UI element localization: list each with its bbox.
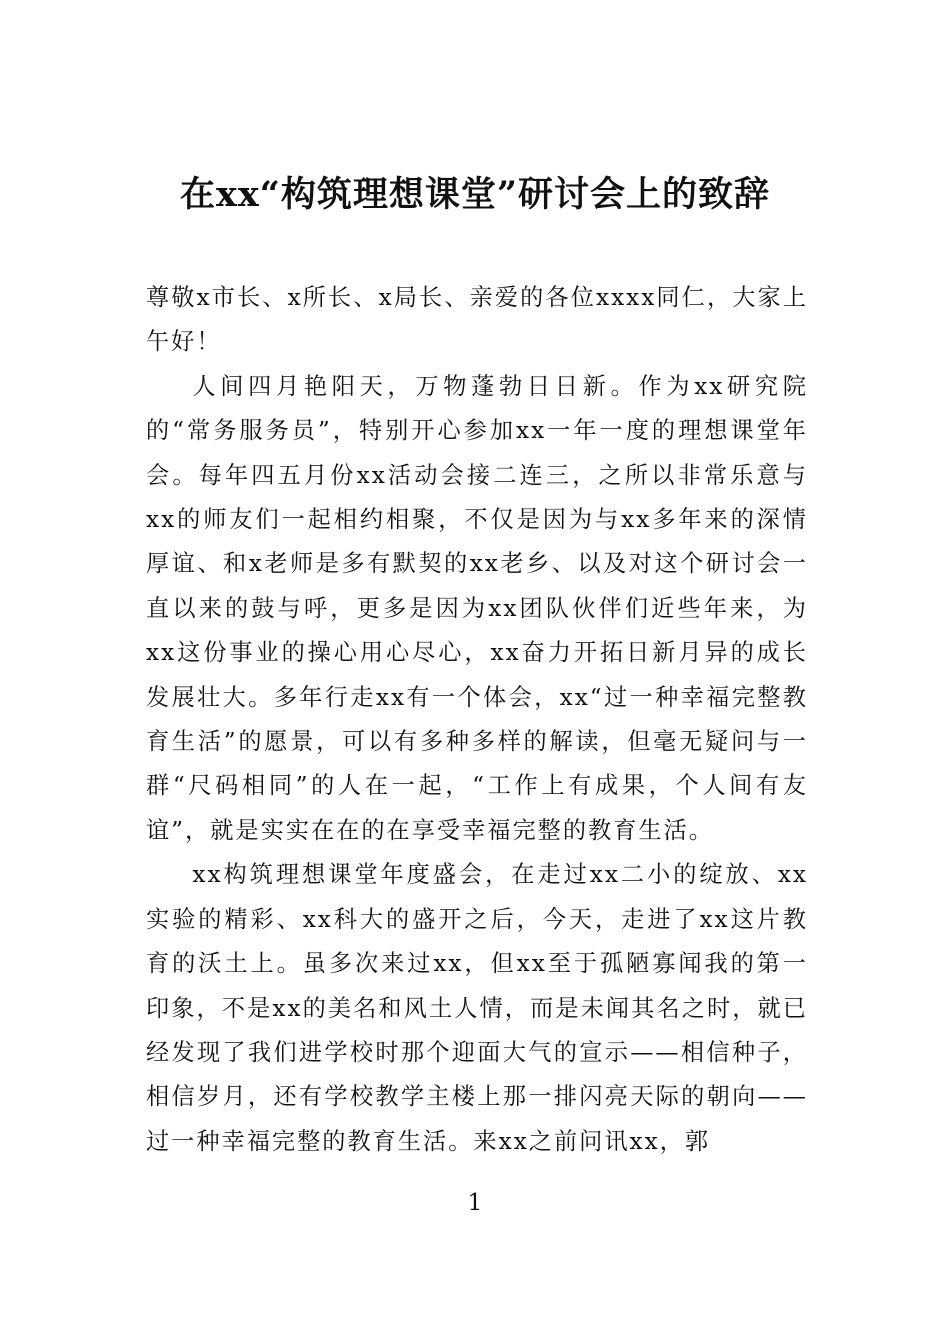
document-body	[146, 276, 808, 1164]
document-title: 在xx“构筑理想课堂”研讨会上的致辞	[180, 174, 770, 215]
salutation-paragraph: 尊敬x市长、x所长、x局长、亲爱的各位xxxx同仁，大家上午好！	[146, 284, 808, 356]
body-paragraph: xx构筑理想课堂年度盛会，在走过xx二小的绽放、xx实验的精彩、xx科大的盛开之后，今天，走进了xx这片教育的沃土上。虽多次来过xx，但xx至于孤陋寡闻我的第一印象，不是xx的美名和风土人情，而是未闻其名之时，就已经发现了我们进学校时那个迎面大气的宣示——相信种子，相信岁月，还有学校教学主楼上那一排闪亮天际的朝向——过一种幸福完整的教育生活。来xx之前问讯xx，郭	[146, 861, 808, 1155]
body-paragraph: 人间四月艳阳天，万物蓬勃日日新。作为xx研究院的“常务服务员”，特别开心参加xx一年一度的理想课堂年会。每年四五月份xx活动会接二连三，之所以非常乐意与xx的师友们一起相约相聚，不仅是因为与xx多年来的深情厚谊、和x老师是多有默契的xx老乡、以及对这个研讨会一直以来的鼓与呼，更多是因为xx团队伙伴们近些年来，为xx这份事业的操心用心尽心，xx奋力开拓日新月异的成长发展壮大。多年行走xx有一个体会，xx“过一种幸福完整教育生活”的愿景，可以有多种多样的解读，但毫无疑问与一群“尺码相同”的人在一起，“工作上有成果，个人间有友谊”，就是实实在在的在享受幸福完整的教育生活。	[146, 372, 808, 844]
page-number: 1	[467, 1190, 483, 1216]
